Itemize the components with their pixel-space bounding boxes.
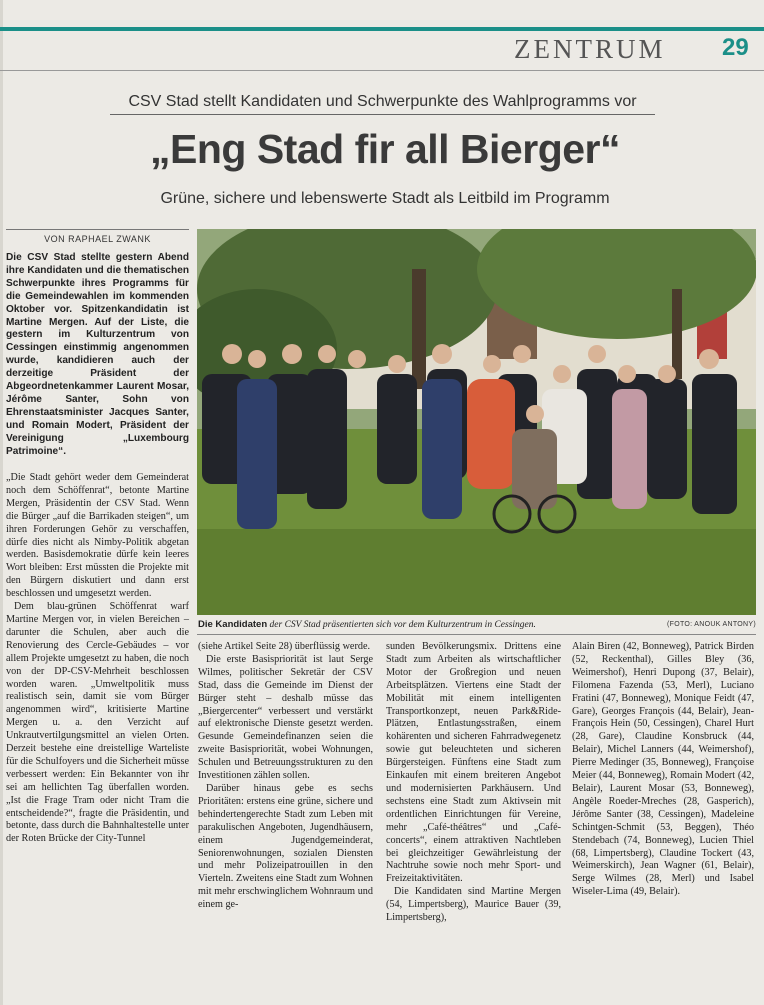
article-headline: „Eng Stad fir all Bierger“ [150,126,620,172]
article-byline: VON RAPHAEL ZWANK [44,234,151,244]
paragraph: „Die Stadt gehört weder dem Gemeinderat noch dem Schöffenrat“, betonte Martine Mergen, Präsidentin der CSV Stad. Wenn die Bürger „auf die Barrikaden steigen“, um ihren Forderungen Gehör zu verschaffen, dürfe dies nicht als Nimby-Politik abgetan werden. Basisdemokratie dürfe kein leeres Wort bleiben: Erst müssten die Projekte mit den Bürgern diskutiert und dann erst beschlossen und umgesetzt werden. [6,472,189,600]
caption-divider [197,634,756,635]
paragraph: Dem blau-grünen Schöffenrat warf Martine Mergen vor, in vielen Bereichen – darunter die Schulen, aber auch die Renovierung des Cercle-Gebäudes – vor allem Projekte umgesetzt zu haben, die noch von der DP-CSV-Mehrheit beschlossen worden waren. „Umweltpolitik muss realistisch sein, damit sie vom Bürger angenommen wird“, kritisierte Martine Mergen u. a. den Verzicht auf Unkrautvertilgungsmittel an vielen Orten. Derzeit bestehe eine dreistellige Warteliste für die Schulfoyers und die Sicherheit müsse verbessert werden: Ein Bekannter von ihr sei am hellichten Tag überfallen worden. „Ist die Frage Tram oder nicht Tram die entscheidende?“, fragte die Präsidentin, und betonte, dass durch die Bahnhaltestelle unter der Roten Brücke der City-Tunnel [6,601,189,845]
paragraph: Darüber hinaus gebe es sechs Prioritäten: erstens eine grüne, sichere und behindertengerechte Stadt zum Leben mit parakulischen Angeboten, Jugendhäusern, einem Jugendgemeinderat, Seniorenwohnungen, sozialen Diensten und mehr Polizeipatrouillen in den Vierteln. Zweitens eine Stadt zum Wohnen mit mehr erschwinglichem Wohnraum und einem ge- [198,782,373,911]
page-edge [0,0,3,1005]
caption-lead: Die Kandidaten [198,619,268,630]
paragraph: sunden Bevölkerungsmix. Drittens eine Stadt zum Arbeiten als wirtschaftlicher Motor der Großregion und neuen Arbeitsplätzen. Viertens eine Stadt der Mobilität mit einem intelligenten Transportkonzept, neuen Park&Ride-Plätzen, Entlastungsstraßen, einem kohärenten und sicheren Fahrradwegenetz sowie gut beleuchteten und sicheren Bürgersteigen. Fünftens eine Stadt zum Einkaufen mit einem breiteren Angebot und modernisierten Parkhäusern. Und sechstens eine Stadt zum Aktivsein mit ordentlichen Einrichtungen für Vereine, mehr „Café-théâtres“ und „Café-concerts“, einem attraktiven Nachtleben bei gleichzeitiger Gewährleistung der Nachtruhe sowie noch mehr Sport- und Freizeitaktivitäten. [386,641,561,885]
candidates-group-photo [197,229,756,615]
byline-divider [6,229,189,230]
article-column-1 [6,472,189,846]
photo-caption [198,619,618,630]
article-column-2 [198,641,373,912]
paragraph: (siehe Artikel Seite 28) überflüssig werde. [198,641,371,652]
caption-text: der CSV Stad präsentierten sich vor dem Kulturzentrum in Cessingen. [267,620,536,630]
header-accent-rule [0,27,764,31]
article-lead: Die CSV Stad stellte gestern Abend ihre Kandidaten und die thematischen Schwerpunkte ihres Programms für die Gemeindewahlen im kommenden Oktober vor. Spitzenkandidatin ist Martine Mergen. Auf der Liste, die gestern im Kulturzentrum von Cessingen einstimmig angenommen wurde, kandidieren auch der derzeitige Präsident der Abgeordnetenkammer Laurent Mosar, Jérôme Santer, Sohn von Ehrenstaatsminister Jacques Santer, und Romain Modert, Präsident der Vereinigung „Luxembourg Patrimoine“. [6,252,189,457]
paragraph: Die Kandidaten sind Martine Mergen (54, Limpertsberg), Maurice Bauer (39, Limpertsberg), [386,886,561,924]
candidate-list: Alain Biren (42, Bonneweg), Patrick Birden (52, Reckenthal), Gilles Bley (36, Weimershof), Henri Dupong (37, Belair), Filomena Fazenda (53, Merl), Luciano Fratini (47, Bonneweg), Monique Feidt (47, Gare), Georges François (44, Belair), Jean-François Hein (50, Cessingen), Charel Hurt (28, Gare), Claudine Konsbruck (44, Belair), Michel Lanners (44, Weimershof), Pierre Medinger (35, Bonneweg), Françoise Meier (44, Bonneweg), Romain Modert (42, Belair), Laurent Mosar (53, Bonneweg), Angèle Roeder-Mreches (28, Gasperich), Jérôme Santer (38, Cessingen), Madeleine Schintgen-Schmit (53, Beggen), Théo Stendebach (74, Bonneweg), Lucien Thiel (68, Limpertsberg), Claudine Tockert (43, Weimerskirch), Jean Wagner (61, Belair), Serge Wilmes (28, Merl) und Isabel Wiseler-Lima (49, Belair). [572,641,754,898]
photo-credit: (FOTO: ANOUK ANTONY) [667,621,756,628]
article-kicker: CSV Stad stellt Kandidaten und Schwerpunkte des Wahlprogramms vor [110,93,655,115]
page-number: 29 [722,34,749,61]
article-column-4 [572,641,754,899]
paragraph: Die erste Basispriorität ist laut Serge Wilmes, politischer Sekretär der CSV Stad, dass die Gemeinde im Dienst der Bürger steht – deshalb müsse das „Biergercenter“ verbessert und verstärkt auf elektronische Dienste gesetzt werden. Gesunde Gemeindefinanzen seien die zweite Basispriorität, wobei Wohnungen, Schulen und Betreuungsstrukturen zu den Investitionen zählen sollen. [198,653,373,782]
article-column-3 [386,641,561,925]
header-divider [0,70,764,71]
article-subheadline: Grüne, sichere und lebenswerte Stadt als Leitbild im Programm [160,190,610,207]
section-name: ZENTRUM [514,34,666,64]
